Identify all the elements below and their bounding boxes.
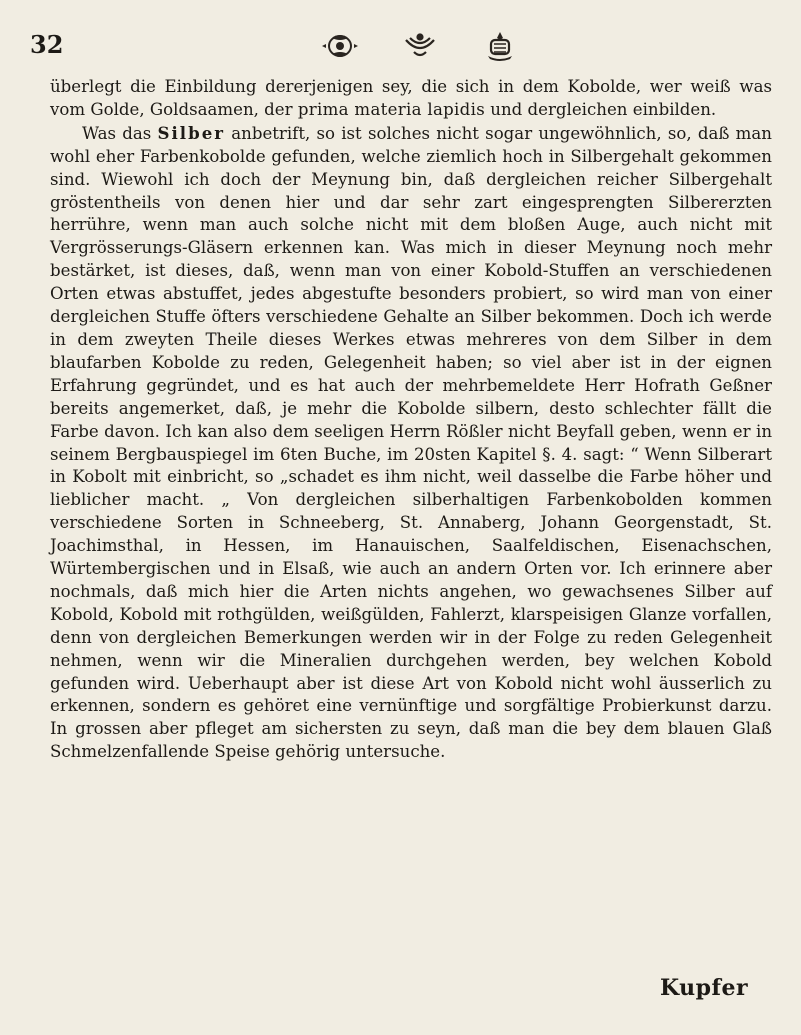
paragraph-2: Was das Silber anbetrift, so ist solches nicht sogar ungewöhnlich, so, daß man wohl eher Farbenkobolde gefunden, welche ziemlich hoch in Silbergehalt gekommen sind. Wiewohl ich doch der Meynung bin, daß dergleichen reicher Silbergehalt gröstentheils von denen hier und dar sehr zart eingesprengten Silbererzten herrühre, wenn man auch solche nicht mit dem bloßen Auge, auch nicht mit Vergrösserungs-Gläsern erkennen kan. Was mich in dieser Meynung noch mehr bestärket, ist dieses, daß, wenn man von einer Kobold-Stuffen an verschiedenen Orten etwas abstuffet, jedes abgestufte besonders probiert, so wird man von einer dergleichen Stuffe öfters verschiedene Gehalte an Silber bekommen. Doch ich werde in dem zweyten Theile dieses Werkes etwas mehreres von dem Silber in dem blaufarben Kobolde zu reden, Gelegenheit haben; so viel aber ist in der eignen Erfahrung gegründet, und es hat auch der mehrbemeldete Herr Hofrath Geßner bereits angemerket, daß, je mehr die Kobolde silbern, desto schlechter fällt die Farbe davon. Ich kan also dem seeligen Herrn Rößler nicht Beyfall geben, wenn er in seinem Bergbauspiegel im 6ten Buche, im 20sten Kapitel §. 4. sagt: “ Wenn Silberart in Kobolt mit einbricht, so „schadet es ihm nicht, weil dasselbe die Farbe höher und lieblicher macht. „ Von dergleichen silberhaltigen Farbenkobolden kommen verschiedene Sorten in Schneeberg, St. Annaberg, Johann Georgenstadt, St. Joachimsthal, in Hessen, im Hanauischen, Saalfeldischen, Eisenachschen, Würtembergischen und in Elsaß, wie auch an andern Orten vor. Ich erinnere aber nochmals, daß mich hier die Arten nichts angehen, wo gewachsenes Silber auf Kobold, Kobold mit rothgülden, weißgülden, Fahlerzt, klarspeisigen Glanze vorfallen, denn von dergleichen Bemerkungen werden wir in der Folge zu reden Gelegenheit nehmen, wenn wir die Mineralien durchgehen werden, bey welchen Kobold gefunden wird. Ueberhaupt aber ist diese Art von Kobold nicht wohl äusserlich zu erkennen, sondern es gehöret eine vernünftige und sorgfältige Probierkunst darzu. In grossen aber pfleget am sichersten zu seyn, daß man die bey dem blauen Glaß Schmelzenfallende Speise gehörig untersuche. bbox=[50, 122, 772, 762]
emphasized-word: Silber bbox=[157, 122, 226, 143]
ornament-center-icon bbox=[400, 30, 440, 62]
ornament-right-icon bbox=[480, 30, 520, 62]
page-number: 32 bbox=[30, 30, 64, 59]
body-text bbox=[50, 76, 772, 764]
paragraph-1: überlegt die Einbildung dererjenigen sey, die sich in dem Kobolde, wer weiß was vom Golde, Goldsaamen, der prima materia lapidis und dergleichen einbilden. bbox=[50, 77, 772, 119]
ornament-left-icon bbox=[320, 30, 360, 62]
latin-phrase: prima materia lapidis bbox=[297, 99, 486, 119]
header-ornaments bbox=[240, 26, 600, 66]
catchword: Kupfer bbox=[660, 975, 749, 1001]
page-header bbox=[30, 26, 770, 66]
